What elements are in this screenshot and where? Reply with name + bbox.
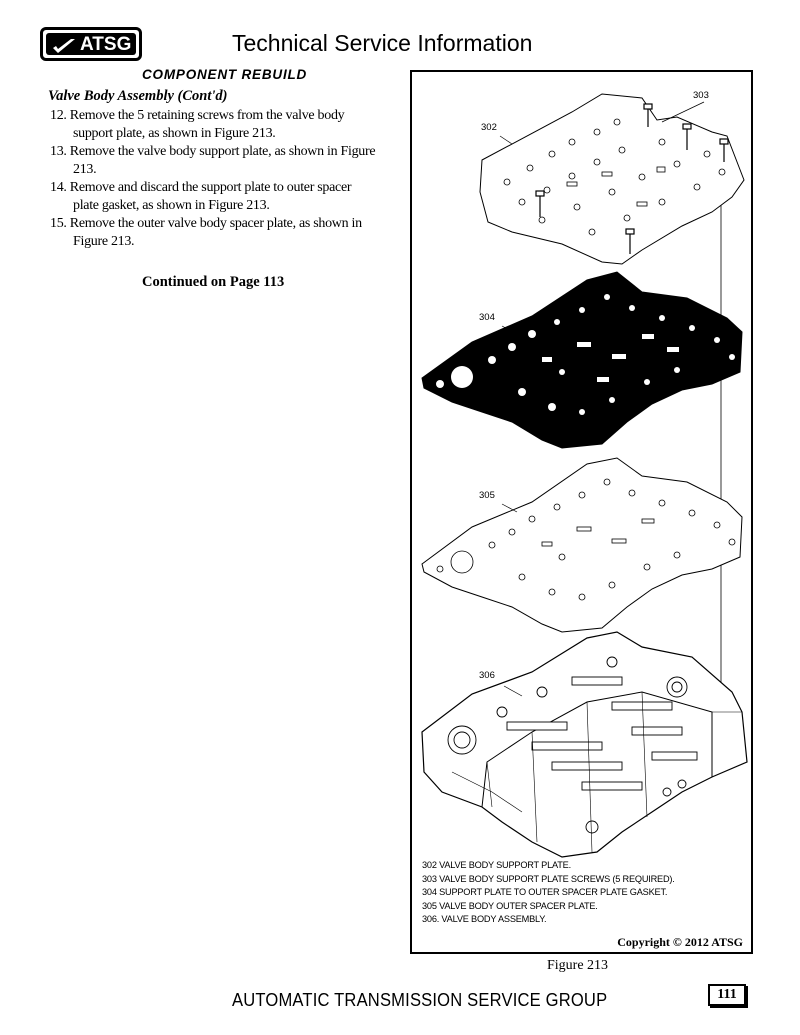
legend-304: 304 SUPPORT PLATE TO OUTER SPACER PLATE GASKET. <box>422 887 668 898</box>
legend-305: 305 VALVE BODY OUTER SPACER PLATE. <box>422 900 598 911</box>
atsg-logo <box>40 27 142 61</box>
legend-303: 303 VALVE BODY SUPPORT PLATE SCREWS (5 REQUIRED). <box>422 873 675 884</box>
valve-body-assembly-306 <box>422 632 747 857</box>
step-15: 15. Remove the outer valve body spacer plate, as shown in Figure 213. <box>50 216 362 249</box>
gasket-304 <box>422 272 742 448</box>
callout-302: 302 <box>481 122 497 133</box>
support-plate-302 <box>480 94 744 264</box>
section-title: COMPONENT REBUILD <box>142 67 308 82</box>
section-subtitle: Valve Body Assembly (Cont'd) <box>48 88 228 104</box>
step-13: 13. Remove the valve body support plate, as shown in Figure 213. <box>50 144 376 177</box>
callout-305: 305 <box>479 490 495 501</box>
logo-text: ATSG <box>80 34 132 55</box>
copyright-notice: Copyright © 2012 ATSG <box>617 935 743 949</box>
callout-303: 303 <box>693 90 709 101</box>
legend-302: 302 VALVE BODY SUPPORT PLATE. <box>422 860 571 870</box>
figure-caption: Figure 213 <box>547 958 609 973</box>
checkmark-logo-icon <box>51 37 77 55</box>
exploded-valve-body-diagram <box>412 72 753 954</box>
footer-title: AUTOMATIC TRANSMISSION SERVICE GROUP <box>232 990 608 1010</box>
spacer-plate-305 <box>422 458 742 632</box>
callout-304: 304 <box>479 312 495 323</box>
figure-legend <box>422 859 675 927</box>
continued-note: Continued on Page 113 <box>142 274 285 290</box>
step-14: 14. Remove and discard the support plate to outer spacer plate gasket, as shown in Figure 213. <box>50 180 352 213</box>
callout-306: 306 <box>479 670 495 681</box>
step-list <box>50 107 380 251</box>
figure-213-box <box>410 70 753 954</box>
header-title: Technical Service Information <box>232 30 533 56</box>
page-number: 111 <box>708 984 746 1006</box>
legend-306: 306. VALVE BODY ASSEMBLY. <box>422 914 547 925</box>
step-12: 12. Remove the 5 retaining screws from the valve body support plate, as shown in Figure 213. <box>50 108 345 141</box>
